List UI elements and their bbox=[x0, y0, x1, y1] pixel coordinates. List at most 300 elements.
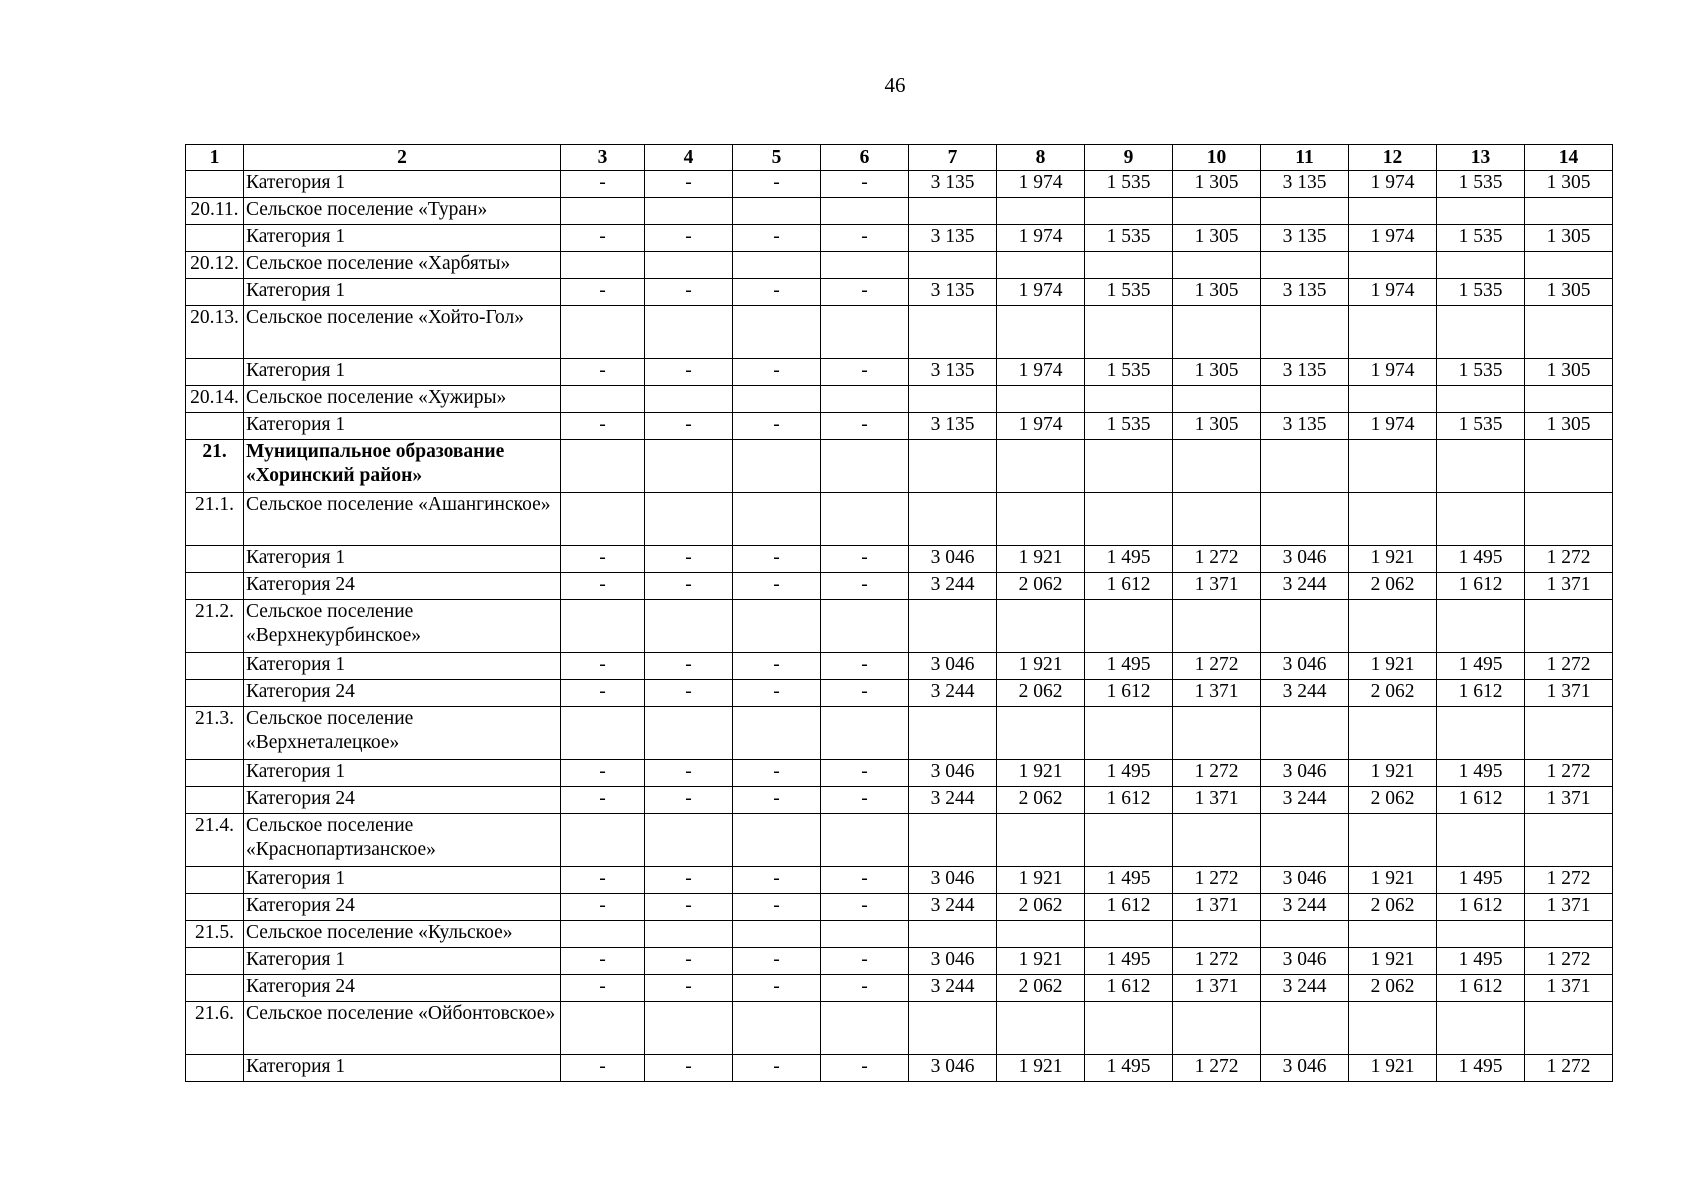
table-cell bbox=[1085, 814, 1173, 867]
table-cell: - bbox=[645, 279, 733, 306]
table-cell bbox=[1525, 198, 1613, 225]
row-number: 21.3. bbox=[186, 707, 244, 760]
table-row bbox=[186, 306, 1613, 359]
table-row bbox=[186, 787, 1613, 814]
table-row bbox=[186, 814, 1613, 867]
table-cell: - bbox=[561, 225, 645, 252]
table-cell: 1 535 bbox=[1437, 413, 1525, 440]
row-number: 20.13. bbox=[186, 306, 244, 359]
table-cell bbox=[733, 600, 821, 653]
table-cell: 3 135 bbox=[1261, 413, 1349, 440]
table-cell: 1 272 bbox=[1525, 546, 1613, 573]
table-cell: 1 495 bbox=[1437, 760, 1525, 787]
table-cell bbox=[821, 386, 909, 413]
table-cell: - bbox=[733, 787, 821, 814]
table-cell bbox=[1349, 198, 1437, 225]
table-row bbox=[186, 948, 1613, 975]
table-row bbox=[186, 760, 1613, 787]
table-cell bbox=[821, 252, 909, 279]
table-cell bbox=[909, 493, 997, 546]
table-cell: 3 135 bbox=[909, 359, 997, 386]
row-name: Категория 1 bbox=[244, 279, 561, 306]
table-cell bbox=[561, 198, 645, 225]
table-cell bbox=[997, 814, 1085, 867]
table-cell bbox=[1349, 493, 1437, 546]
table-cell: 1 921 bbox=[997, 760, 1085, 787]
table-cell: - bbox=[821, 171, 909, 198]
column-header: 11 bbox=[1261, 145, 1349, 171]
row-name: Сельское поселение «Ашангинское» bbox=[244, 493, 561, 546]
table-cell: 2 062 bbox=[1349, 894, 1437, 921]
table-row bbox=[186, 359, 1613, 386]
table-cell: 2 062 bbox=[1349, 573, 1437, 600]
table-cell bbox=[1261, 306, 1349, 359]
table-cell bbox=[1437, 814, 1525, 867]
table-cell: 1 921 bbox=[1349, 1055, 1437, 1082]
table-cell: 1 305 bbox=[1173, 225, 1261, 252]
table-cell bbox=[1261, 493, 1349, 546]
table-cell bbox=[997, 386, 1085, 413]
table-cell bbox=[561, 440, 645, 493]
table-cell bbox=[561, 493, 645, 546]
table-cell: 1 495 bbox=[1437, 948, 1525, 975]
table-cell: 1 495 bbox=[1437, 653, 1525, 680]
table-cell bbox=[1085, 921, 1173, 948]
table-cell: 3 046 bbox=[909, 653, 997, 680]
row-number: 21.5. bbox=[186, 921, 244, 948]
table-cell: 3 135 bbox=[909, 171, 997, 198]
table-cell: - bbox=[645, 680, 733, 707]
table-cell: 1 495 bbox=[1085, 1055, 1173, 1082]
table-cell: 1 921 bbox=[1349, 760, 1437, 787]
table-cell bbox=[1437, 707, 1525, 760]
table-cell bbox=[733, 814, 821, 867]
table-cell: 1 371 bbox=[1173, 975, 1261, 1002]
table-cell: 1 305 bbox=[1173, 413, 1261, 440]
table-cell bbox=[645, 306, 733, 359]
table-cell bbox=[1085, 306, 1173, 359]
row-name: Категория 1 bbox=[244, 413, 561, 440]
table-cell bbox=[1173, 814, 1261, 867]
table-cell: 1 535 bbox=[1437, 279, 1525, 306]
table-cell: 1 612 bbox=[1085, 787, 1173, 814]
table-cell: - bbox=[645, 894, 733, 921]
row-number bbox=[186, 787, 244, 814]
table-cell bbox=[1525, 921, 1613, 948]
row-number: 20.12. bbox=[186, 252, 244, 279]
table-cell bbox=[909, 386, 997, 413]
table-cell bbox=[733, 386, 821, 413]
table-cell: 1 371 bbox=[1173, 894, 1261, 921]
table-cell: 1 305 bbox=[1173, 359, 1261, 386]
row-name: Сельское поселение «Харбяты» bbox=[244, 252, 561, 279]
table-cell: - bbox=[821, 975, 909, 1002]
row-name: Категория 24 bbox=[244, 894, 561, 921]
table-cell bbox=[1525, 600, 1613, 653]
table-cell: 2 062 bbox=[1349, 787, 1437, 814]
table-cell: 3 046 bbox=[1261, 760, 1349, 787]
table-cell: 1 974 bbox=[1349, 225, 1437, 252]
table-cell: 1 921 bbox=[1349, 948, 1437, 975]
page-number: 46 bbox=[884, 73, 906, 97]
table-cell: 2 062 bbox=[1349, 680, 1437, 707]
row-name: Категория 24 bbox=[244, 787, 561, 814]
table-cell: - bbox=[561, 413, 645, 440]
table-cell bbox=[1085, 198, 1173, 225]
table-cell: 3 244 bbox=[909, 680, 997, 707]
table-cell: 1 495 bbox=[1085, 653, 1173, 680]
table-cell bbox=[1437, 921, 1525, 948]
table-cell bbox=[1085, 707, 1173, 760]
table-row bbox=[186, 680, 1613, 707]
table-cell bbox=[1437, 198, 1525, 225]
table-cell bbox=[1173, 1002, 1261, 1055]
table-cell bbox=[733, 493, 821, 546]
table-cell: - bbox=[821, 573, 909, 600]
table-cell bbox=[1261, 707, 1349, 760]
table-cell bbox=[1437, 440, 1525, 493]
table-cell: - bbox=[733, 867, 821, 894]
table-cell bbox=[1173, 600, 1261, 653]
table-cell: - bbox=[733, 279, 821, 306]
table-cell bbox=[1261, 1002, 1349, 1055]
row-name: Категория 1 bbox=[244, 760, 561, 787]
row-number: 21.2. bbox=[186, 600, 244, 653]
table-cell: - bbox=[561, 359, 645, 386]
table-cell: 1 272 bbox=[1525, 760, 1613, 787]
table-cell: 3 135 bbox=[1261, 225, 1349, 252]
table-row bbox=[186, 171, 1613, 198]
table-cell: 3 244 bbox=[1261, 894, 1349, 921]
table-cell: 3 244 bbox=[909, 787, 997, 814]
row-name: Категория 1 bbox=[244, 546, 561, 573]
table-cell: - bbox=[561, 787, 645, 814]
table-cell: - bbox=[645, 975, 733, 1002]
table-cell: - bbox=[645, 760, 733, 787]
row-number bbox=[186, 359, 244, 386]
row-name: Категория 1 bbox=[244, 948, 561, 975]
table-cell bbox=[997, 707, 1085, 760]
row-number: 21.6. bbox=[186, 1002, 244, 1055]
table-cell: - bbox=[561, 680, 645, 707]
table-cell: 1 921 bbox=[1349, 546, 1437, 573]
table-cell: - bbox=[821, 546, 909, 573]
table-row bbox=[186, 252, 1613, 279]
table-cell: - bbox=[733, 359, 821, 386]
table-cell: 1 305 bbox=[1525, 359, 1613, 386]
table-cell bbox=[997, 306, 1085, 359]
row-number: 20.14. bbox=[186, 386, 244, 413]
table-cell: 3 135 bbox=[909, 413, 997, 440]
table-cell: 1 371 bbox=[1525, 975, 1613, 1002]
table-cell: - bbox=[821, 680, 909, 707]
table-cell bbox=[561, 600, 645, 653]
table-cell: 3 244 bbox=[1261, 573, 1349, 600]
table-cell bbox=[733, 921, 821, 948]
table-cell bbox=[909, 252, 997, 279]
table-cell: - bbox=[645, 546, 733, 573]
table-row bbox=[186, 198, 1613, 225]
row-number bbox=[186, 867, 244, 894]
row-number: 21. bbox=[186, 440, 244, 493]
table-cell: 1 495 bbox=[1437, 867, 1525, 894]
table-row bbox=[186, 225, 1613, 252]
table-cell: 1 921 bbox=[997, 867, 1085, 894]
table-row bbox=[186, 921, 1613, 948]
table-cell bbox=[1525, 386, 1613, 413]
column-header: 3 bbox=[561, 145, 645, 171]
table-cell bbox=[561, 306, 645, 359]
table-cell: 3 046 bbox=[909, 546, 997, 573]
table-cell bbox=[561, 707, 645, 760]
table-row bbox=[186, 894, 1613, 921]
table-cell: 2 062 bbox=[997, 680, 1085, 707]
column-header: 12 bbox=[1349, 145, 1437, 171]
table-cell: 1 535 bbox=[1437, 359, 1525, 386]
row-name: Сельское поселение «Верхнекурбинское» bbox=[244, 600, 561, 653]
table-cell: - bbox=[645, 948, 733, 975]
table-cell: 1 535 bbox=[1085, 171, 1173, 198]
table-cell: - bbox=[645, 867, 733, 894]
table-cell: 3 046 bbox=[909, 1055, 997, 1082]
table-cell bbox=[645, 493, 733, 546]
table-cell: - bbox=[561, 171, 645, 198]
column-header: 13 bbox=[1437, 145, 1525, 171]
table-cell: 1 612 bbox=[1085, 573, 1173, 600]
row-number: 20.11. bbox=[186, 198, 244, 225]
table-row bbox=[186, 493, 1613, 546]
row-name: Сельское поселение «Краснопартизанское» bbox=[244, 814, 561, 867]
table-cell bbox=[561, 252, 645, 279]
table-cell: 1 612 bbox=[1437, 787, 1525, 814]
table-cell: 1 305 bbox=[1525, 413, 1613, 440]
row-number: 21.4. bbox=[186, 814, 244, 867]
row-number bbox=[186, 948, 244, 975]
table-cell: - bbox=[733, 653, 821, 680]
table-row bbox=[186, 1055, 1613, 1082]
table-cell bbox=[1349, 600, 1437, 653]
table-cell bbox=[1261, 252, 1349, 279]
table-cell bbox=[821, 707, 909, 760]
table-cell bbox=[909, 440, 997, 493]
table-cell: - bbox=[821, 225, 909, 252]
table-cell: - bbox=[561, 867, 645, 894]
table-cell: 1 921 bbox=[997, 653, 1085, 680]
row-number bbox=[186, 225, 244, 252]
table-cell: - bbox=[645, 573, 733, 600]
table-cell bbox=[1173, 921, 1261, 948]
table-cell: 2 062 bbox=[997, 975, 1085, 1002]
table-cell bbox=[821, 440, 909, 493]
row-number bbox=[186, 279, 244, 306]
table-cell: - bbox=[645, 1055, 733, 1082]
table-cell: - bbox=[561, 894, 645, 921]
table-cell: 1 612 bbox=[1437, 573, 1525, 600]
table-cell: 1 272 bbox=[1173, 1055, 1261, 1082]
tariff-table bbox=[185, 144, 1613, 1082]
table-cell bbox=[1085, 1002, 1173, 1055]
table-cell bbox=[1437, 386, 1525, 413]
table-cell bbox=[561, 386, 645, 413]
table-cell bbox=[1085, 386, 1173, 413]
table-cell bbox=[1261, 921, 1349, 948]
table-cell: 1 535 bbox=[1085, 279, 1173, 306]
table-cell bbox=[1349, 306, 1437, 359]
table-cell: 1 272 bbox=[1173, 760, 1261, 787]
table-cell bbox=[909, 921, 997, 948]
table-cell: 1 612 bbox=[1085, 680, 1173, 707]
table-cell: 1 612 bbox=[1437, 680, 1525, 707]
table-row bbox=[186, 707, 1613, 760]
table-cell bbox=[1085, 252, 1173, 279]
table-cell: 1 371 bbox=[1173, 573, 1261, 600]
table-cell: 3 135 bbox=[1261, 279, 1349, 306]
table-cell: 1 371 bbox=[1525, 680, 1613, 707]
table-cell bbox=[1349, 440, 1437, 493]
table-cell: 1 371 bbox=[1173, 787, 1261, 814]
table-cell bbox=[997, 493, 1085, 546]
table-cell: 3 244 bbox=[1261, 680, 1349, 707]
table-cell: 2 062 bbox=[997, 573, 1085, 600]
row-name: Категория 1 bbox=[244, 1055, 561, 1082]
table-cell: 1 974 bbox=[997, 359, 1085, 386]
table-cell: - bbox=[733, 413, 821, 440]
table-cell: 1 974 bbox=[997, 171, 1085, 198]
table-cell: 3 244 bbox=[1261, 787, 1349, 814]
row-number bbox=[186, 760, 244, 787]
table-cell: 3 135 bbox=[909, 225, 997, 252]
table-cell: 3 244 bbox=[909, 573, 997, 600]
row-number bbox=[186, 680, 244, 707]
table-body bbox=[186, 171, 1613, 1082]
column-header: 1 bbox=[186, 145, 244, 171]
table-row bbox=[186, 1002, 1613, 1055]
table-cell bbox=[733, 707, 821, 760]
table-cell bbox=[1525, 493, 1613, 546]
row-number bbox=[186, 1055, 244, 1082]
table-cell: 1 612 bbox=[1437, 894, 1525, 921]
table-cell bbox=[645, 440, 733, 493]
table-cell: - bbox=[561, 975, 645, 1002]
table-cell: 3 135 bbox=[1261, 359, 1349, 386]
table-cell: 1 272 bbox=[1525, 867, 1613, 894]
table-cell: - bbox=[821, 1055, 909, 1082]
row-name: Сельское поселение «Кульское» bbox=[244, 921, 561, 948]
table-cell: 1 371 bbox=[1525, 894, 1613, 921]
table-cell: 1 612 bbox=[1085, 975, 1173, 1002]
table-cell bbox=[645, 600, 733, 653]
table-cell bbox=[909, 198, 997, 225]
table-cell: - bbox=[821, 867, 909, 894]
table-cell: - bbox=[561, 573, 645, 600]
table-cell bbox=[997, 921, 1085, 948]
table-cell bbox=[1261, 814, 1349, 867]
table-cell: 1 921 bbox=[997, 546, 1085, 573]
table-cell bbox=[909, 306, 997, 359]
table-cell bbox=[1437, 1002, 1525, 1055]
table-cell: 1 612 bbox=[1437, 975, 1525, 1002]
table-row bbox=[186, 386, 1613, 413]
table-cell: - bbox=[645, 359, 733, 386]
table-cell bbox=[645, 252, 733, 279]
table-cell: 3 046 bbox=[1261, 546, 1349, 573]
table-cell: 1 535 bbox=[1085, 225, 1173, 252]
table-cell: - bbox=[733, 573, 821, 600]
table-cell: - bbox=[645, 787, 733, 814]
row-number bbox=[186, 894, 244, 921]
table-row bbox=[186, 600, 1613, 653]
table-cell: 1 612 bbox=[1085, 894, 1173, 921]
table-cell: - bbox=[645, 413, 733, 440]
table-cell: 3 244 bbox=[909, 975, 997, 1002]
table-cell: 3 135 bbox=[909, 279, 997, 306]
table-cell: - bbox=[733, 760, 821, 787]
table-cell: 1 495 bbox=[1085, 760, 1173, 787]
table-row bbox=[186, 867, 1613, 894]
table-cell bbox=[1525, 440, 1613, 493]
table-cell: 1 974 bbox=[1349, 359, 1437, 386]
table-row bbox=[186, 975, 1613, 1002]
table-cell bbox=[909, 600, 997, 653]
table-cell: 1 921 bbox=[1349, 653, 1437, 680]
row-number bbox=[186, 546, 244, 573]
table-cell: - bbox=[733, 948, 821, 975]
table-cell: 3 046 bbox=[909, 948, 997, 975]
table-cell: 1 974 bbox=[997, 225, 1085, 252]
table-cell: 1 535 bbox=[1437, 171, 1525, 198]
table-cell: - bbox=[561, 653, 645, 680]
table-cell: 1 495 bbox=[1437, 1055, 1525, 1082]
table-cell: 1 305 bbox=[1173, 279, 1261, 306]
table-cell bbox=[1173, 386, 1261, 413]
table-cell bbox=[997, 252, 1085, 279]
table-cell bbox=[1085, 600, 1173, 653]
column-header: 8 bbox=[997, 145, 1085, 171]
table-cell bbox=[645, 814, 733, 867]
table-cell bbox=[645, 386, 733, 413]
table-cell: 1 535 bbox=[1437, 225, 1525, 252]
table-header-row bbox=[186, 145, 1613, 171]
table-cell: 1 974 bbox=[997, 279, 1085, 306]
table-cell: 1 495 bbox=[1085, 546, 1173, 573]
table-cell bbox=[1349, 252, 1437, 279]
table-cell: 1 272 bbox=[1525, 1055, 1613, 1082]
table-cell bbox=[909, 1002, 997, 1055]
table-cell: - bbox=[821, 894, 909, 921]
table-cell bbox=[1437, 600, 1525, 653]
table-cell bbox=[1173, 252, 1261, 279]
table-cell bbox=[733, 198, 821, 225]
table-cell: - bbox=[645, 653, 733, 680]
table-cell: 1 371 bbox=[1173, 680, 1261, 707]
table-cell: - bbox=[733, 975, 821, 1002]
table-row bbox=[186, 546, 1613, 573]
table-cell bbox=[1261, 198, 1349, 225]
table-cell bbox=[561, 814, 645, 867]
table-cell bbox=[909, 814, 997, 867]
table-cell bbox=[821, 814, 909, 867]
table-cell: 1 305 bbox=[1173, 171, 1261, 198]
table-cell: 1 305 bbox=[1525, 279, 1613, 306]
table-cell: 3 244 bbox=[909, 894, 997, 921]
table-cell bbox=[1437, 252, 1525, 279]
table-cell: - bbox=[733, 1055, 821, 1082]
table-cell: 1 272 bbox=[1173, 546, 1261, 573]
table-cell: 1 921 bbox=[997, 1055, 1085, 1082]
table-cell bbox=[821, 493, 909, 546]
table-cell bbox=[1349, 386, 1437, 413]
table-cell: 1 921 bbox=[997, 948, 1085, 975]
